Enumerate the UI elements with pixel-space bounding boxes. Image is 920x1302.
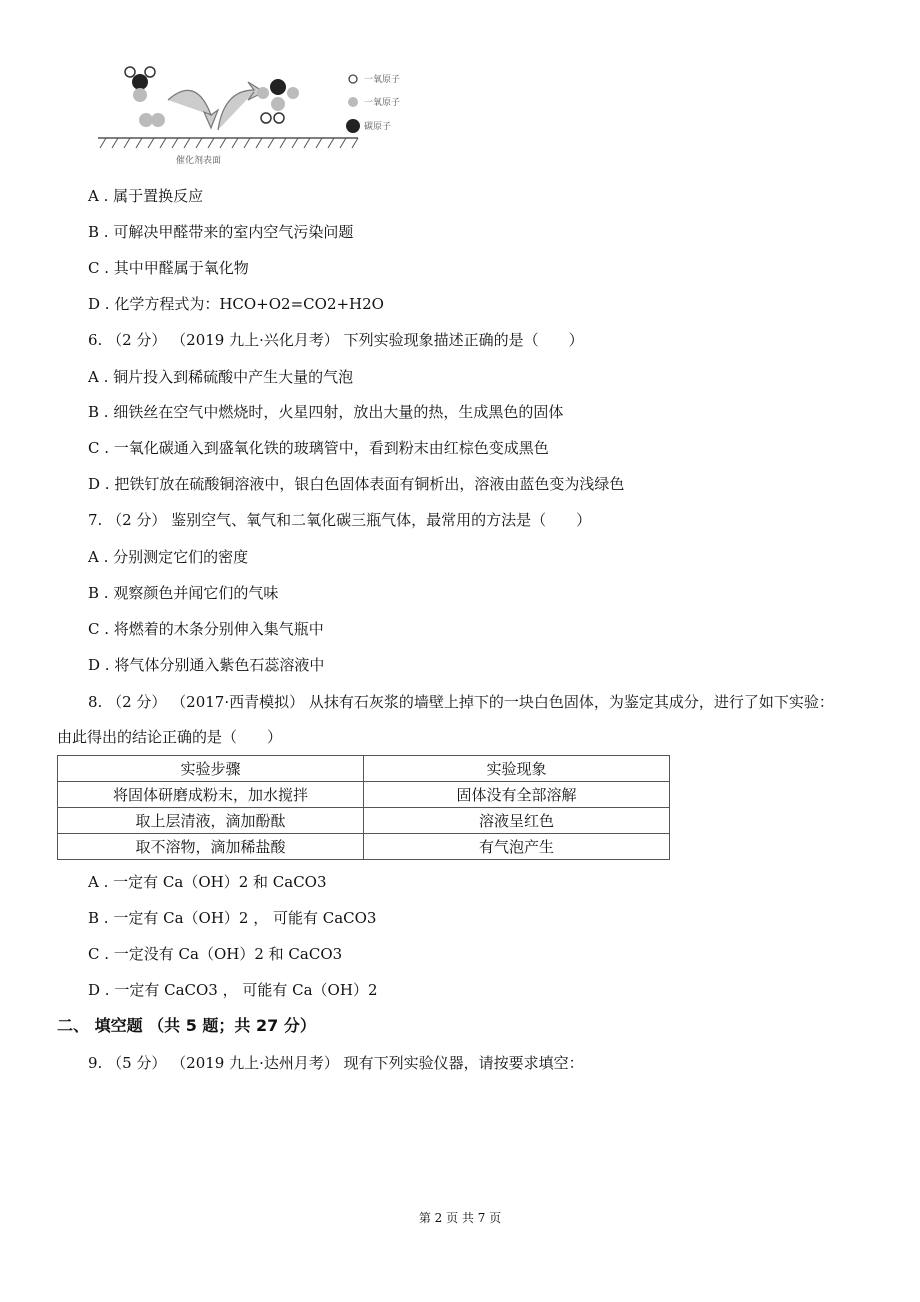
table-cell: 溶液呈红色 bbox=[364, 808, 670, 834]
table-cell: 取不溶物，滴加稀盐酸 bbox=[58, 834, 364, 860]
question-8: 8. （2 分） （2017·西青模拟） 从抹有石灰浆的墙壁上掉下的一块白色固体，为鉴定其成分，进行了如下实验： bbox=[88, 693, 834, 711]
option-7b: B . 观察颜色并闻它们的气味 bbox=[88, 584, 279, 602]
option-5c: C . 其中甲醛属于氧化物 bbox=[88, 259, 249, 277]
option-7a: A . 分别测定它们的密度 bbox=[88, 548, 249, 566]
option-6c: C . 一氧化碳通入到盛氧化铁的玻璃管中，看到粉末由红棕色变成黑色 bbox=[88, 439, 549, 457]
option-5b: B . 可解决甲醛带来的室内空气污染问题 bbox=[88, 223, 354, 241]
option-8c: C . 一定没有 Ca（OH）2 和 CaCO3 bbox=[88, 945, 343, 963]
option-7d: D . 将气体分别通入紫色石蕊溶液中 bbox=[88, 656, 325, 674]
table-row bbox=[58, 808, 670, 834]
option-8a: A . 一定有 Ca（OH）2 和 CaCO3 bbox=[88, 873, 327, 891]
table-cell: 固体没有全部溶解 bbox=[364, 782, 670, 808]
option-6d: D . 把铁钉放在硫酸铜溶液中，银白色固体表面有铜析出，溶液由蓝色变为浅绿色 bbox=[88, 475, 625, 493]
table-header-row bbox=[58, 756, 670, 782]
table-header: 实验现象 bbox=[364, 756, 670, 782]
section-heading: 二、 填空题 （共 5 题；共 27 分） bbox=[57, 1016, 316, 1035]
question-8-continued: 由此得出的结论正确的是（ ） bbox=[57, 728, 283, 746]
surface-label: 催化剂表面 bbox=[176, 156, 222, 166]
option-5a: A . 属于置换反应 bbox=[88, 187, 204, 205]
option-7c: C . 将燃着的木条分别伸入集气瓶中 bbox=[88, 620, 324, 638]
table-cell: 将固体研磨成粉末，加水搅拌 bbox=[58, 782, 364, 808]
legend-oxygen-1: 一氧原子 bbox=[364, 75, 401, 85]
legend-carbon: 碳原子 bbox=[364, 122, 392, 132]
table-header: 实验步骤 bbox=[58, 756, 364, 782]
option-6b: B . 细铁丝在空气中燃烧时，火星四射，放出大量的热，生成黑色的固体 bbox=[88, 403, 564, 421]
table-cell: 取上层清液，滴加酚酞 bbox=[58, 808, 364, 834]
option-5d: D . 化学方程式为：HCO+O2=CO2+H2O bbox=[88, 295, 384, 313]
catalyst-reaction-figure bbox=[96, 60, 436, 174]
table-cell: 有气泡产生 bbox=[364, 834, 670, 860]
option-8d: D . 一定有 CaCO3 ， 可能有 Ca（OH）2 bbox=[88, 981, 378, 999]
page-footer: 第 2 页 共 7 页 bbox=[418, 1211, 502, 1225]
question-7: 7. （2 分） 鉴别空气、氧气和二氧化碳三瓶气体，最常用的方法是（ ） bbox=[88, 511, 592, 529]
option-8b: B . 一定有 Ca（OH）2 ， 可能有 CaCO3 bbox=[88, 909, 377, 927]
table-row bbox=[58, 834, 670, 860]
question-9: 9. （5 分） （2019 九上·达州月考） 现有下列实验仪器，请按要求填空： bbox=[88, 1054, 584, 1072]
question-6: 6. （2 分） （2019 九上·兴化月考） 下列实验现象描述正确的是（ ） bbox=[88, 331, 584, 349]
table-row bbox=[58, 782, 670, 808]
legend-oxygen-2: 一氧原子 bbox=[364, 98, 401, 108]
experiment-table bbox=[57, 755, 670, 860]
option-6a: A . 铜片投入到稀硫酸中产生大量的气泡 bbox=[88, 368, 354, 386]
